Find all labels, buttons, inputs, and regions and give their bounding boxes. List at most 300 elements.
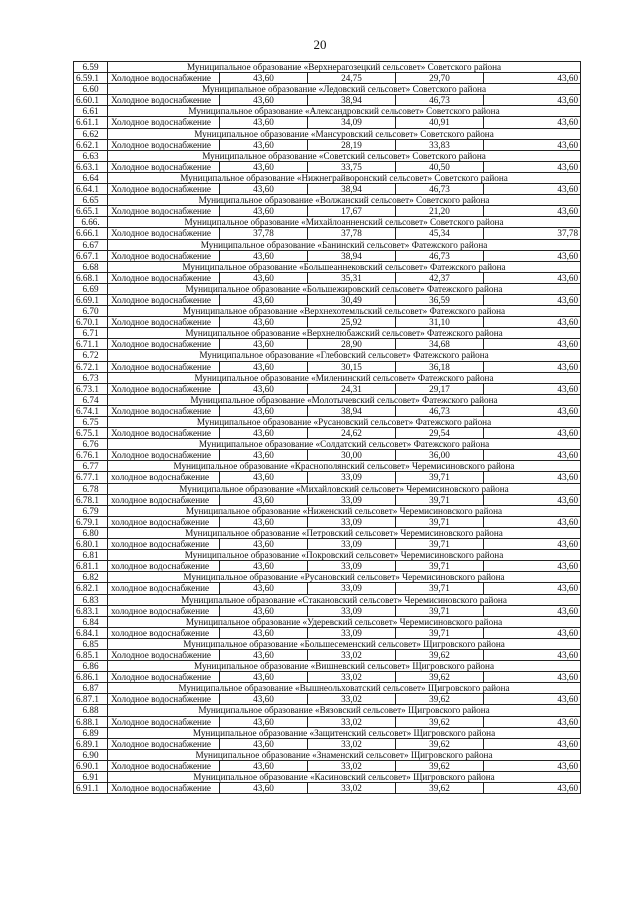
- tariff-value-3: 42,37: [396, 272, 484, 283]
- municipality-title: Муниципальное образование «Покровский сельсовет» Черемисиновского района: [108, 550, 581, 561]
- tariff-code: 6.63.1: [74, 161, 108, 172]
- tariff-value-1: 43,60: [220, 605, 308, 616]
- tariff-row: [74, 583, 581, 594]
- tariff-code: 6.79.1: [74, 516, 108, 527]
- service-name: холодное водоснабжение: [108, 627, 220, 638]
- municipality-title: Муниципальное образование «Большесеменский сельсовет» Щигровского района: [108, 638, 581, 649]
- tariff-code: 6.81.1: [74, 561, 108, 572]
- municipality-code: 6.68: [74, 261, 108, 272]
- tariff-value-1: 43,60: [220, 649, 308, 660]
- municipality-code: 6.78: [74, 483, 108, 494]
- tariff-value-4: 43,60: [484, 716, 581, 727]
- municipality-title: Муниципальное образование «Вишневский сельсовет» Щигровского района: [108, 661, 581, 672]
- tariff-value-2: 33,09: [308, 561, 396, 572]
- tariff-value-2: 33,02: [308, 716, 396, 727]
- municipality-title: Муниципальное образование «Вязовский сельсовет» Щигровского района: [108, 705, 581, 716]
- municipality-row: [74, 439, 581, 450]
- tariff-code: 6.71.1: [74, 339, 108, 350]
- tariff-value-4: 43,60: [484, 139, 581, 150]
- municipality-code: 6.64: [74, 172, 108, 183]
- municipality-row: [74, 261, 581, 272]
- municipality-code: 6.81: [74, 550, 108, 561]
- municipality-row: [74, 172, 581, 183]
- tariff-row: [74, 206, 581, 217]
- tariff-value-1: 43,60: [220, 250, 308, 261]
- municipality-row: [74, 150, 581, 161]
- tariff-table-body: [74, 62, 581, 794]
- municipality-title: Муниципальное образование «Михайловский сельсовет» Черемисиновского района: [108, 483, 581, 494]
- municipality-row: [74, 550, 581, 561]
- tariff-value-1: 43,60: [220, 472, 308, 483]
- municipality-title: Муниципальное образование «Миленинский сельсовет» Фатежского района: [108, 372, 581, 383]
- tariff-value-2: 28,90: [308, 339, 396, 350]
- service-name: Холодное водоснабжение: [108, 95, 220, 106]
- tariff-value-2: 37,78: [308, 228, 396, 239]
- tariff-value-3: 39,62: [396, 672, 484, 683]
- tariff-code: 6.59.1: [74, 73, 108, 84]
- tariff-value-4: 43,60: [484, 317, 581, 328]
- municipality-row: [74, 661, 581, 672]
- tariff-code: 6.66.1: [74, 228, 108, 239]
- municipality-code: 6.67: [74, 239, 108, 250]
- municipality-code: 6.91: [74, 772, 108, 783]
- tariff-code: 6.75.1: [74, 428, 108, 439]
- tariff-value-1: 43,60: [220, 539, 308, 550]
- tariff-row: [74, 760, 581, 771]
- tariff-row: [74, 117, 581, 128]
- tariff-value-2: 30,15: [308, 361, 396, 372]
- service-name: холодное водоснабжение: [108, 494, 220, 505]
- municipality-title: Муниципальное образование «Верхнехотемльский сельсовет» Фатежского района: [108, 306, 581, 317]
- municipality-code: 6.83: [74, 594, 108, 605]
- tariff-value-3: 29,17: [396, 383, 484, 394]
- tariff-code: 6.69.1: [74, 294, 108, 305]
- tariff-row: [74, 539, 581, 550]
- service-name: Холодное водоснабжение: [108, 250, 220, 261]
- tariff-value-1: 43,60: [220, 694, 308, 705]
- municipality-code: 6.62: [74, 128, 108, 139]
- tariff-code: 6.87.1: [74, 694, 108, 705]
- tariff-value-1: 43,60: [220, 184, 308, 195]
- service-name: Холодное водоснабжение: [108, 383, 220, 394]
- tariff-value-2: 30,49: [308, 294, 396, 305]
- municipality-row: [74, 328, 581, 339]
- tariff-value-4: 43,60: [484, 672, 581, 683]
- tariff-code: 6.73.1: [74, 383, 108, 394]
- municipality-title: Муниципальное образование «Краснополянский сельсовет» Черемисиновского района: [108, 461, 581, 472]
- tariff-value-3: 34,68: [396, 339, 484, 350]
- tariff-row: [74, 428, 581, 439]
- tariff-code: 6.85.1: [74, 649, 108, 660]
- tariff-value-3: 33,83: [396, 139, 484, 150]
- municipality-row: [74, 461, 581, 472]
- service-name: Холодное водоснабжение: [108, 428, 220, 439]
- tariff-code: 6.72.1: [74, 361, 108, 372]
- municipality-code: 6.85: [74, 638, 108, 649]
- municipality-row: [74, 239, 581, 250]
- tariff-value-4: 43,60: [484, 738, 581, 749]
- municipality-title: Муниципальное образование «Касиновский сельсовет» Щигровского района: [108, 772, 581, 783]
- municipality-title: Муниципальное образование «Нижнеграйворонский сельсовет» Советского района: [108, 172, 581, 183]
- municipality-row: [74, 638, 581, 649]
- service-name: Холодное водоснабжение: [108, 716, 220, 727]
- municipality-title: Муниципальное образование «Верхнерагозецкий сельсовет» Советского района: [108, 62, 581, 73]
- municipality-row: [74, 84, 581, 95]
- municipality-row: [74, 594, 581, 605]
- municipality-row: [74, 217, 581, 228]
- tariff-value-4: 43,60: [484, 339, 581, 350]
- tariff-value-4: 43,60: [484, 605, 581, 616]
- tariff-value-3: 31,10: [396, 317, 484, 328]
- tariff-row: [74, 272, 581, 283]
- tariff-value-2: 28,19: [308, 139, 396, 150]
- service-name: Холодное водоснабжение: [108, 206, 220, 217]
- tariff-code: 6.60.1: [74, 95, 108, 106]
- tariff-row: [74, 139, 581, 150]
- tariff-value-3: 39,71: [396, 605, 484, 616]
- tariff-value-1: 43,60: [220, 627, 308, 638]
- tariff-value-1: 43,60: [220, 139, 308, 150]
- tariff-row: [74, 472, 581, 483]
- municipality-title: Муниципальное образование «Солдатский сельсовет» Фатежского района: [108, 439, 581, 450]
- municipality-title: Муниципальное образование «Большежировский сельсовет» Фатежского района: [108, 283, 581, 294]
- tariff-value-1: 43,60: [220, 583, 308, 594]
- municipality-title: Муниципальное образование «Михайлоанненский сельсовет» Советского района: [108, 217, 581, 228]
- municipality-row: [74, 62, 581, 73]
- municipality-row: [74, 106, 581, 117]
- tariff-row: [74, 95, 581, 106]
- municipality-code: 6.75: [74, 417, 108, 428]
- tariff-value-1: 43,60: [220, 561, 308, 572]
- municipality-row: [74, 417, 581, 428]
- service-name: Холодное водоснабжение: [108, 450, 220, 461]
- service-name: Холодное водоснабжение: [108, 361, 220, 372]
- tariff-row: [74, 627, 581, 638]
- tariff-code: 6.82.1: [74, 583, 108, 594]
- tariff-value-3: 36,00: [396, 450, 484, 461]
- tariff-value-2: 33,02: [308, 672, 396, 683]
- tariff-value-4: 43,60: [484, 206, 581, 217]
- tariff-value-1: 43,60: [220, 716, 308, 727]
- tariff-row: [74, 494, 581, 505]
- service-name: холодное водоснабжение: [108, 583, 220, 594]
- tariff-value-3: 39,62: [396, 783, 484, 794]
- tariff-value-2: 38,94: [308, 250, 396, 261]
- tariff-value-4: 43,60: [484, 428, 581, 439]
- tariff-row: [74, 405, 581, 416]
- municipality-title: Муниципальное образование «Удеревский сельсовет» Черемисиновского района: [108, 616, 581, 627]
- tariff-row: [74, 228, 581, 239]
- service-name: Холодное водоснабжение: [108, 161, 220, 172]
- municipality-row: [74, 195, 581, 206]
- tariff-value-1: 43,60: [220, 450, 308, 461]
- municipality-row: [74, 483, 581, 494]
- municipality-title: Муниципальное образование «Мансуровский сельсовет» Советского района: [108, 128, 581, 139]
- tariff-code: 6.78.1: [74, 494, 108, 505]
- service-name: Холодное водоснабжение: [108, 649, 220, 660]
- tariff-value-1: 43,60: [220, 738, 308, 749]
- tariff-value-2: 33,02: [308, 694, 396, 705]
- tariff-value-1: 43,60: [220, 73, 308, 84]
- tariff-value-3: 39,62: [396, 694, 484, 705]
- tariff-value-1: 43,60: [220, 206, 308, 217]
- tariff-value-2: 38,94: [308, 405, 396, 416]
- tariff-value-2: 24,75: [308, 73, 396, 84]
- municipality-row: [74, 306, 581, 317]
- service-name: Холодное водоснабжение: [108, 339, 220, 350]
- tariff-value-4: 43,60: [484, 494, 581, 505]
- tariff-value-2: 33,75: [308, 161, 396, 172]
- tariff-code: 6.86.1: [74, 672, 108, 683]
- tariff-value-2: 25,92: [308, 317, 396, 328]
- tariff-value-2: 33,09: [308, 583, 396, 594]
- tariff-code: 6.88.1: [74, 716, 108, 727]
- municipality-title: Муниципальное образование «Глебовский сельсовет» Фатежского района: [108, 350, 581, 361]
- tariff-value-2: 33,02: [308, 783, 396, 794]
- tariff-code: 6.76.1: [74, 450, 108, 461]
- tariff-value-3: 39,71: [396, 561, 484, 572]
- municipality-code: 6.61: [74, 106, 108, 117]
- municipality-code: 6.73: [74, 372, 108, 383]
- municipality-title: Муниципальное образование «Верхнелюбажский сельсовет» Фатежского района: [108, 328, 581, 339]
- tariff-row: [74, 516, 581, 527]
- municipality-row: [74, 372, 581, 383]
- tariff-value-3: 46,73: [396, 405, 484, 416]
- tariff-value-1: 43,60: [220, 405, 308, 416]
- municipality-row: [74, 128, 581, 139]
- service-name: Холодное водоснабжение: [108, 317, 220, 328]
- tariff-code: 6.68.1: [74, 272, 108, 283]
- municipality-code: 6.63: [74, 150, 108, 161]
- service-name: холодное водоснабжение: [108, 561, 220, 572]
- tariff-value-4: 37,78: [484, 228, 581, 239]
- municipality-code: 6.86: [74, 661, 108, 672]
- tariff-row: [74, 450, 581, 461]
- tariff-value-3: 39,62: [396, 738, 484, 749]
- municipality-title: Муниципальное образование «Ледовский сельсовет» Советского района: [108, 84, 581, 95]
- municipality-row: [74, 527, 581, 538]
- tariff-value-1: 43,60: [220, 783, 308, 794]
- tariff-row: [74, 383, 581, 394]
- tariff-value-2: 17,67: [308, 206, 396, 217]
- tariff-value-2: 38,94: [308, 184, 396, 195]
- tariff-value-3: 46,73: [396, 250, 484, 261]
- tariff-value-4: 43,60: [484, 539, 581, 550]
- tariff-value-3: 39,71: [396, 472, 484, 483]
- municipality-title: Муниципальное образование «Знаменский сельсовет» Щигровского района: [108, 749, 581, 760]
- municipality-code: 6.89: [74, 727, 108, 738]
- service-name: холодное водоснабжение: [108, 516, 220, 527]
- tariff-value-1: 37,78: [220, 228, 308, 239]
- municipality-title: Муниципальное образование «Большеаннековский сельсовет» Фатежского района: [108, 261, 581, 272]
- tariff-value-3: 45,34: [396, 228, 484, 239]
- municipality-row: [74, 350, 581, 361]
- tariff-value-1: 43,60: [220, 361, 308, 372]
- tariff-value-1: 43,60: [220, 383, 308, 394]
- tariff-row: [74, 738, 581, 749]
- tariff-row: [74, 783, 581, 794]
- municipality-title: Муниципальное образование «Стакановский сельсовет» Черемисиновского района: [108, 594, 581, 605]
- municipality-title: Муниципальное образование «Волжанский сельсовет» Советского района: [108, 195, 581, 206]
- tariff-value-4: 43,60: [484, 361, 581, 372]
- municipality-row: [74, 683, 581, 694]
- tariff-value-4: 43,60: [484, 184, 581, 195]
- tariff-value-3: 46,73: [396, 95, 484, 106]
- municipality-code: 6.80: [74, 527, 108, 538]
- tariff-value-1: 43,60: [220, 428, 308, 439]
- tariff-value-4: 43,60: [484, 250, 581, 261]
- tariff-code: 6.83.1: [74, 605, 108, 616]
- tariff-code: 6.84.1: [74, 627, 108, 638]
- tariff-value-1: 43,60: [220, 672, 308, 683]
- tariff-value-2: 38,94: [308, 95, 396, 106]
- municipality-code: 6.79: [74, 505, 108, 516]
- tariff-value-4: 43,60: [484, 583, 581, 594]
- municipality-code: 6.77: [74, 461, 108, 472]
- tariff-code: 6.64.1: [74, 184, 108, 195]
- municipality-title: Муниципальное образование «Молотычевский сельсовет» Фатежского района: [108, 394, 581, 405]
- tariff-value-4: 43,60: [484, 272, 581, 283]
- page-number: 20: [313, 37, 327, 52]
- service-name: Холодное водоснабжение: [108, 184, 220, 195]
- tariff-row: [74, 184, 581, 195]
- municipality-code: 6.71: [74, 328, 108, 339]
- municipality-title: Муниципальное образование «Русановский сельсовет» Черемисиновского района: [108, 572, 581, 583]
- service-name: Холодное водоснабжение: [108, 117, 220, 128]
- tariff-value-2: 34,09: [308, 117, 396, 128]
- tariff-code: 6.61.1: [74, 117, 108, 128]
- municipality-code: 6.84: [74, 616, 108, 627]
- municipality-row: [74, 394, 581, 405]
- tariff-value-2: 33,09: [308, 472, 396, 483]
- tariff-row: [74, 73, 581, 84]
- tariff-value-2: 33,09: [308, 516, 396, 527]
- tariff-value-3: 39,71: [396, 494, 484, 505]
- municipality-code: 6.82: [74, 572, 108, 583]
- service-name: Холодное водоснабжение: [108, 73, 220, 84]
- municipality-code: 6.90: [74, 749, 108, 760]
- tariff-value-3: 39,71: [396, 627, 484, 638]
- municipality-row: [74, 749, 581, 760]
- tariff-value-3: 36,18: [396, 361, 484, 372]
- municipality-code: 6.60: [74, 84, 108, 95]
- tariff-value-4: 43,60: [484, 783, 581, 794]
- municipality-code: 6.59: [74, 62, 108, 73]
- tariff-row: [74, 649, 581, 660]
- tariff-value-4: 43,60: [484, 294, 581, 305]
- municipality-title: Муниципальное образование «Русановский сельсовет» Фатежского района: [108, 417, 581, 428]
- tariff-value-3: 29,54: [396, 428, 484, 439]
- tariff-value-1: 43,60: [220, 760, 308, 771]
- municipality-title: Муниципальное образование «Вышнеольховатский сельсовет» Щигровского района: [108, 683, 581, 694]
- tariff-value-2: 33,02: [308, 649, 396, 660]
- service-name: Холодное водоснабжение: [108, 738, 220, 749]
- municipality-title: Муниципальное образование «Александровский сельсовет» Советского района: [108, 106, 581, 117]
- tariff-value-4: 43,60: [484, 383, 581, 394]
- municipality-code: 6.70: [74, 306, 108, 317]
- tariff-row: [74, 339, 581, 350]
- tariff-code: 6.90.1: [74, 760, 108, 771]
- tariff-value-4: 43,60: [484, 450, 581, 461]
- service-name: Холодное водоснабжение: [108, 783, 220, 794]
- tariff-value-1: 43,60: [220, 294, 308, 305]
- tariff-row: [74, 250, 581, 261]
- tariff-value-1: 43,60: [220, 494, 308, 505]
- tariff-code: 6.70.1: [74, 317, 108, 328]
- tariff-value-2: 35,31: [308, 272, 396, 283]
- tariff-value-4: 43,60: [484, 472, 581, 483]
- municipality-row: [74, 283, 581, 294]
- tariff-value-2: 33,09: [308, 494, 396, 505]
- service-name: Холодное водоснабжение: [108, 405, 220, 416]
- tariff-value-1: 43,60: [220, 317, 308, 328]
- tariff-row: [74, 361, 581, 372]
- tariff-value-4: 43,60: [484, 760, 581, 771]
- municipality-code: 6.87: [74, 683, 108, 694]
- tariff-value-4: 43,60: [484, 694, 581, 705]
- tariff-value-4: 43,60: [484, 649, 581, 660]
- tariff-value-3: 46,73: [396, 184, 484, 195]
- tariff-value-1: 43,60: [220, 339, 308, 350]
- tariff-value-4: 43,60: [484, 561, 581, 572]
- tariff-value-2: 33,09: [308, 627, 396, 638]
- service-name: Холодное водоснабжение: [108, 694, 220, 705]
- tariff-value-2: 33,09: [308, 605, 396, 616]
- municipality-code: 6.66.: [74, 217, 108, 228]
- service-name: Холодное водоснабжение: [108, 272, 220, 283]
- municipality-row: [74, 505, 581, 516]
- tariff-value-3: 39,62: [396, 716, 484, 727]
- municipality-row: [74, 616, 581, 627]
- tariff-row: [74, 672, 581, 683]
- tariff-value-3: 21,20: [396, 206, 484, 217]
- service-name: Холодное водоснабжение: [108, 760, 220, 771]
- tariff-value-1: 43,60: [220, 272, 308, 283]
- tariff-row: [74, 605, 581, 616]
- tariff-value-2: 33,02: [308, 738, 396, 749]
- municipality-title: Муниципальное образование «Ниженский сельсовет» Черемисиновского района: [108, 505, 581, 516]
- service-name: холодное водоснабжение: [108, 539, 220, 550]
- tariff-value-4: 43,60: [484, 95, 581, 106]
- municipality-code: 6.88: [74, 705, 108, 716]
- municipality-title: Муниципальное образование «Защитенский сельсовет» Щигровского района: [108, 727, 581, 738]
- service-name: холодное водоснабжение: [108, 605, 220, 616]
- tariff-value-2: 33,02: [308, 760, 396, 771]
- municipality-row: [74, 572, 581, 583]
- service-name: Холодное водоснабжение: [108, 228, 220, 239]
- tariff-row: [74, 561, 581, 572]
- tariff-value-4: 43,60: [484, 161, 581, 172]
- municipality-row: [74, 727, 581, 738]
- tariff-value-3: 39,62: [396, 760, 484, 771]
- tariff-row: [74, 317, 581, 328]
- tariff-code: 6.91.1: [74, 783, 108, 794]
- tariff-value-1: 43,60: [220, 161, 308, 172]
- tariff-value-4: 43,60: [484, 516, 581, 527]
- tariff-value-1: 43,60: [220, 516, 308, 527]
- tariff-value-3: 40,50: [396, 161, 484, 172]
- tariff-table: [73, 61, 581, 794]
- tariff-row: [74, 716, 581, 727]
- service-name: Холодное водоснабжение: [108, 672, 220, 683]
- tariff-code: 6.67.1: [74, 250, 108, 261]
- tariff-value-2: 24,62: [308, 428, 396, 439]
- municipality-code: 6.69: [74, 283, 108, 294]
- municipality-title: Муниципальное образование «Банинский сельсовет» Фатежского района: [108, 239, 581, 250]
- tariff-value-3: 40,91: [396, 117, 484, 128]
- municipality-code: 6.72: [74, 350, 108, 361]
- municipality-title: Муниципальное образование «Советский сельсовет» Советского района: [108, 150, 581, 161]
